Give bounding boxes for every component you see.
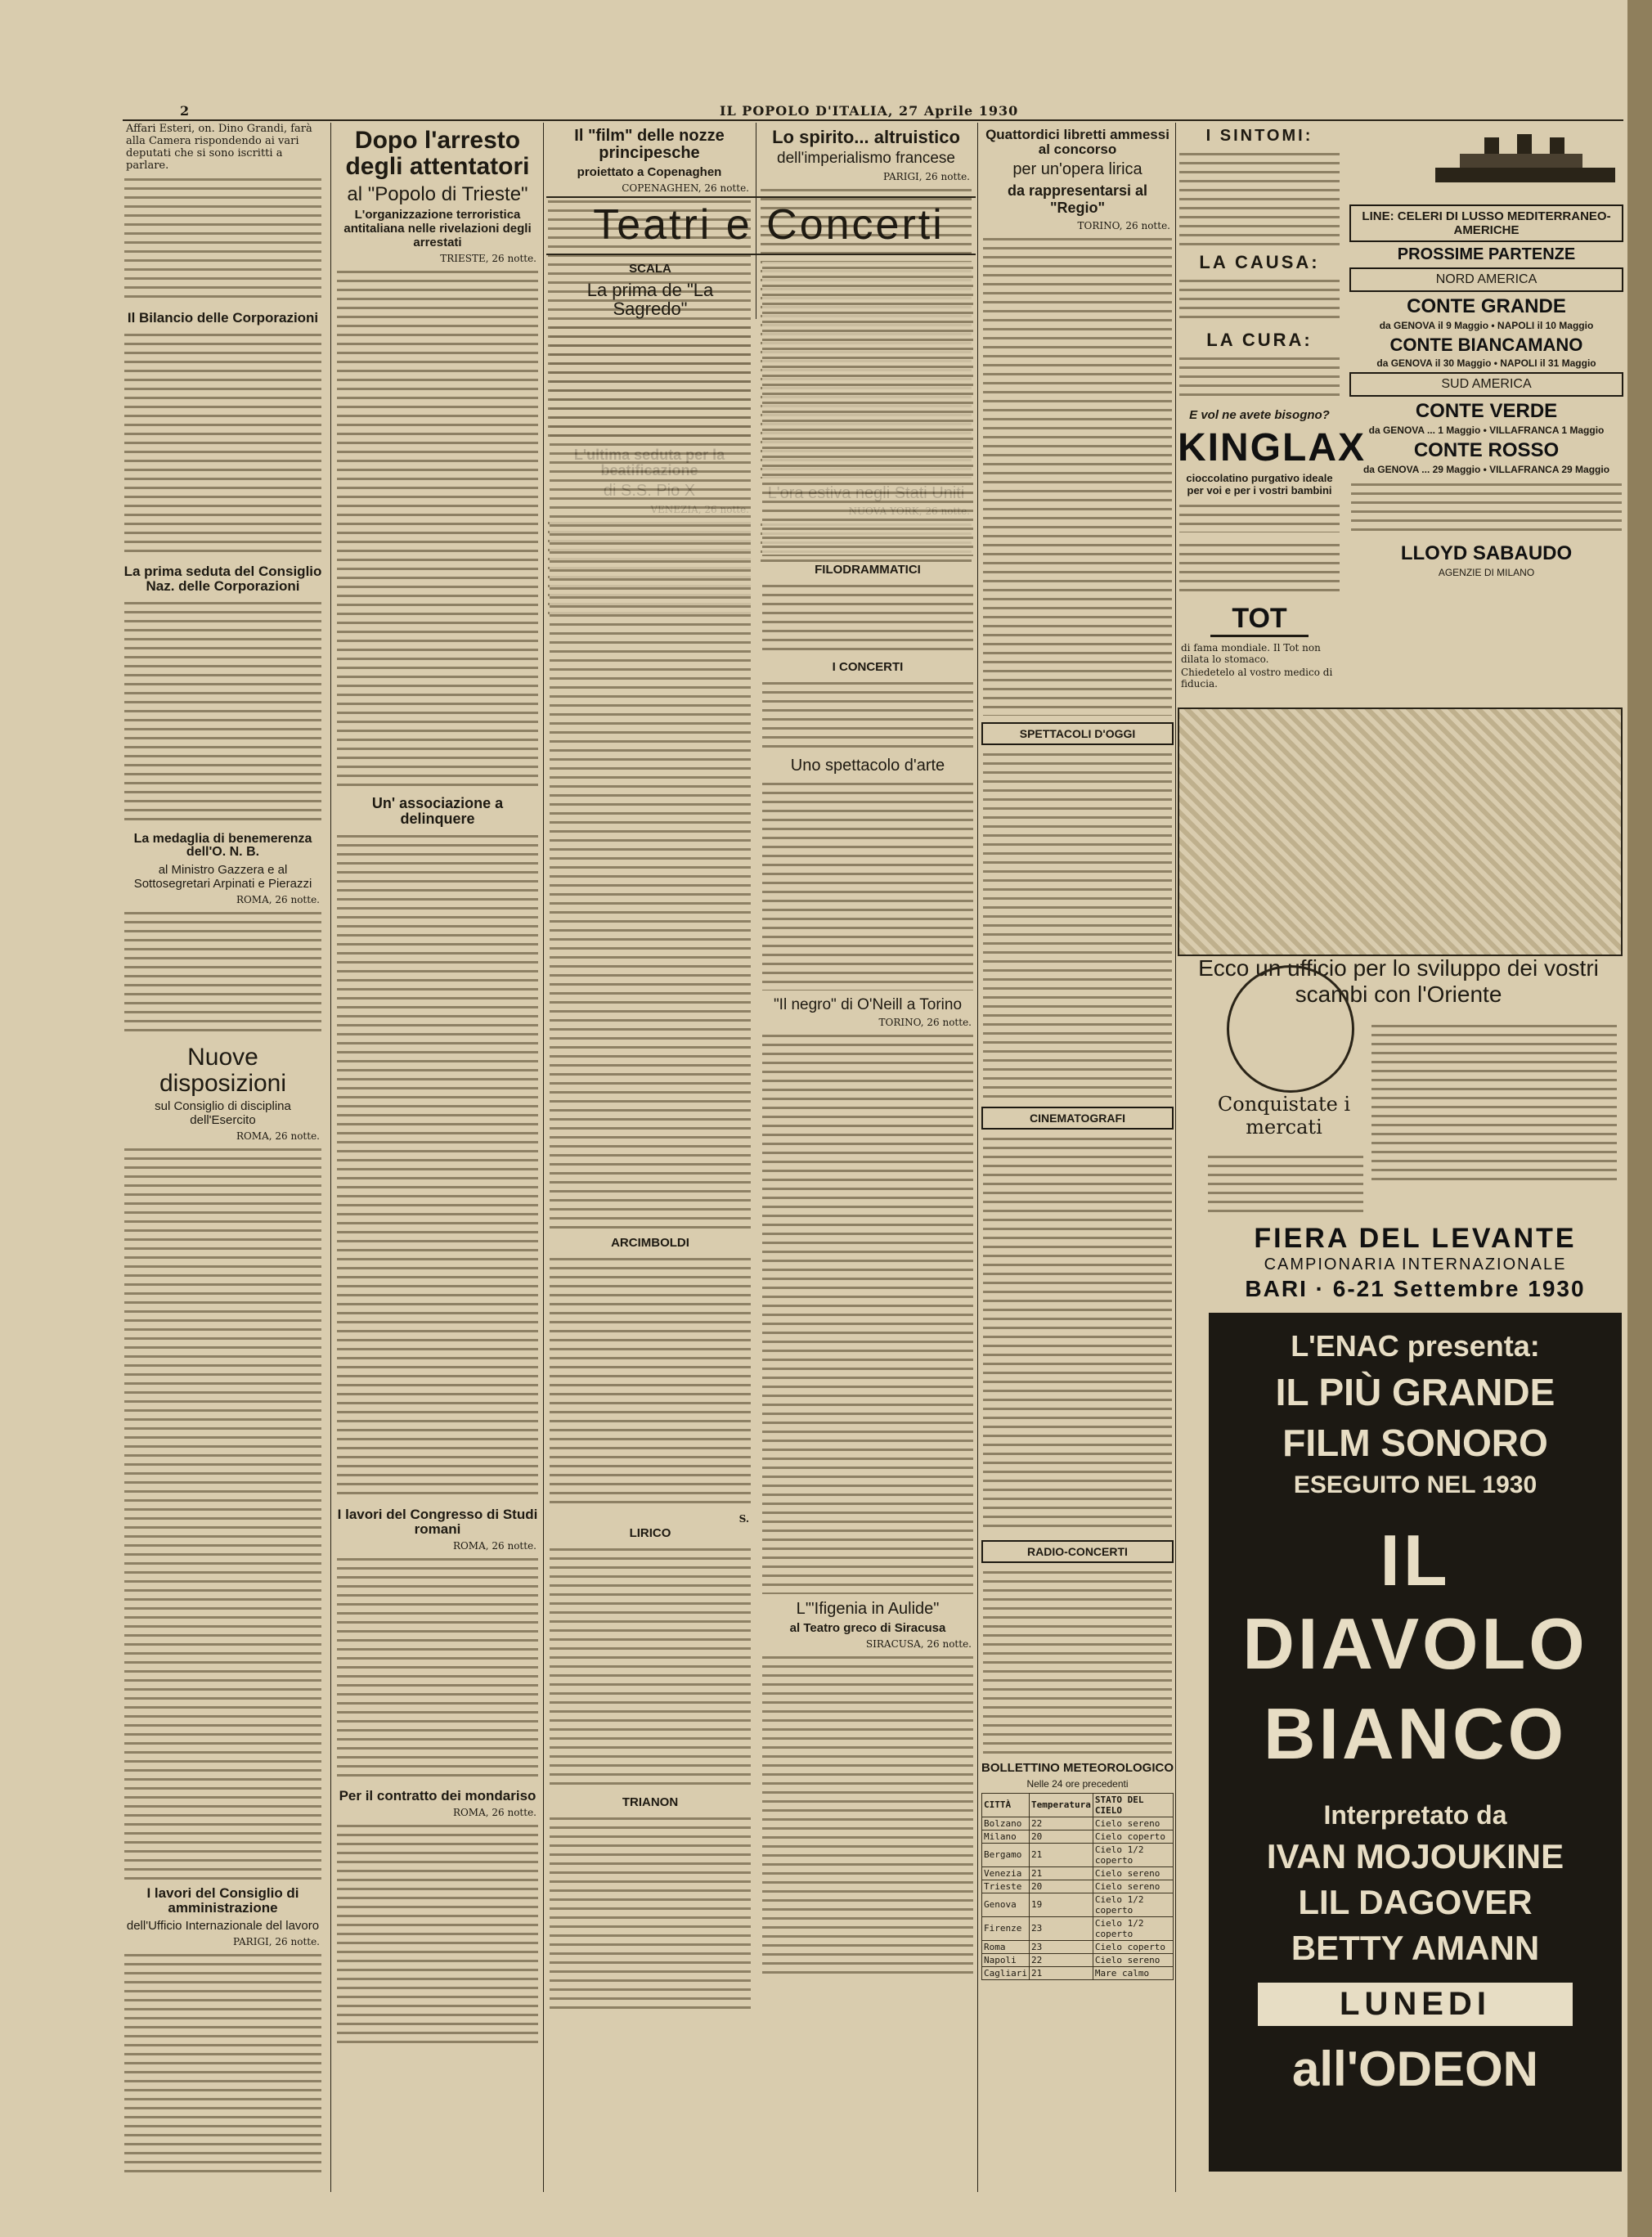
article-subhead: al Ministro Gazzera e al Sottosegretari Arpinati e Pierazzi: [133, 863, 312, 892]
article-subhead: da rappresentarsi al "Regio": [1007, 182, 1148, 216]
ad-heading: PROSSIME PARTENZE: [1397, 245, 1576, 263]
meteo-cell: 22: [1029, 1817, 1093, 1830]
listings-header: CINEMATOGRAFI: [981, 1107, 1174, 1130]
body-text: [337, 1553, 538, 1782]
dateline: COPENAGHEN, 26 notte.: [622, 182, 749, 194]
body-text: [762, 677, 973, 751]
column-2: [335, 123, 540, 2184]
levante-map-illustration: [1178, 707, 1623, 956]
body-text: [337, 266, 538, 789]
film-venue: all'ODEON: [1292, 2042, 1538, 2096]
film-actor: BETTY AMANN: [1291, 1929, 1540, 1967]
meteo-title: BOLLETTINO METEOROLOGICO: [981, 1760, 1174, 1775]
body-text: [124, 1949, 321, 2178]
masthead-title: IL POPOLO D'ITALIA, 27 Aprile 1930: [720, 103, 1019, 119]
ad-text: [1351, 478, 1622, 536]
article-subhead: al Teatro greco di Siracusa: [789, 1620, 946, 1635]
article-headline: "Il negro" di O'Neill a Torino: [773, 996, 963, 1013]
dateline: PARIGI, 26 notte.: [233, 1935, 320, 1947]
article-subhead: proiettato a Copenaghen: [577, 165, 722, 179]
body-text: [550, 1813, 751, 2009]
table-row: [982, 1966, 1174, 1979]
ad-note: di fama mondiale. Il Tot non dilata lo stomaco.: [1181, 642, 1321, 666]
film-title: IL DIAVOLO: [1242, 1520, 1588, 1684]
body-text: [124, 907, 321, 1038]
column-divider: [330, 123, 331, 2192]
theatre-name: ARCIMBOLDI: [611, 1236, 689, 1251]
ship-name: CONTE BIANCAMANO: [1389, 335, 1583, 355]
body-text: [983, 233, 1172, 716]
ad-text: [1179, 148, 1340, 246]
article-headline: Il "film" delle nozze principesche: [574, 127, 725, 162]
ad-text: [1208, 1151, 1363, 1216]
theatre-name: LIRICO: [629, 1526, 671, 1541]
meteo-cell: 21: [1029, 1866, 1093, 1880]
meteo-cell: 23: [1029, 1940, 1093, 1953]
table-row: [982, 1953, 1174, 1966]
route-label: SUD AMERICA: [1349, 372, 1623, 397]
signoff: S.: [738, 1513, 749, 1525]
fiera-subtitle: CAMPIONARIA INTERNAZIONALE: [1264, 1256, 1567, 1273]
table-row: [982, 1866, 1174, 1880]
meteo-cell: Roma: [982, 1940, 1030, 1953]
ship-name: CONTE ROSSO: [1413, 439, 1560, 461]
compass-illustration: [1227, 965, 1354, 1093]
table-row: [982, 1940, 1174, 1953]
listings-text: [983, 1566, 1172, 1754]
meteo-cell: Bergamo: [982, 1843, 1030, 1866]
dateline: TORINO, 26 notte.: [1077, 219, 1170, 231]
fiera-title: FIERA DEL LEVANTE: [1254, 1223, 1577, 1254]
ad-heading: I SINTOMI:: [1205, 127, 1313, 145]
running-header: [180, 103, 1358, 119]
meteo-header: STATO DEL CIELO: [1093, 1793, 1173, 1817]
ad-text: [1179, 353, 1340, 402]
meteo-cell: Napoli: [982, 1953, 1030, 1966]
listings-text: [983, 1133, 1172, 1534]
ad-text: [1179, 275, 1340, 324]
film-actor: IVAN MOJOUKINE: [1266, 1837, 1564, 1875]
kinglax-logo: KINGLAX: [1178, 426, 1366, 470]
article-headline-2: al "Popolo di Trieste": [347, 183, 528, 205]
body-text: [762, 580, 973, 654]
body-text: [762, 778, 973, 990]
ship-date: da GENOVA ... 29 Maggio • VILLAFRANCA 29 Maggio: [1362, 464, 1610, 475]
ship-name: CONTE VERDE: [1415, 400, 1558, 422]
meteo-cell: Cielo 1/2 coperto: [1093, 1893, 1173, 1916]
article-headline: Per il contratto dei mondariso: [339, 1787, 536, 1804]
ad-heading: LA CAUSA:: [1199, 252, 1320, 272]
table-row: [982, 1893, 1174, 1916]
table-row: [982, 1916, 1174, 1940]
meteo-cell: Milano: [982, 1830, 1030, 1843]
ad-heading: LA CURA:: [1206, 330, 1313, 351]
dateline: ROMA, 26 notte.: [452, 1806, 536, 1818]
body-text: [124, 329, 321, 558]
tot-logo: TOT: [1210, 603, 1309, 637]
meteo-cell: 22: [1029, 1953, 1093, 1966]
shipping-ad: [1349, 123, 1623, 582]
column-divider: [543, 123, 544, 2192]
fiera-date: BARI · 6-21 Settembre 1930: [1245, 1276, 1586, 1301]
ship-date: da GENOVA il 9 Maggio • NAPOLI il 10 Maggio: [1379, 320, 1594, 331]
body-text: [762, 262, 973, 556]
meteo-cell: 20: [1029, 1880, 1093, 1893]
column-5: [981, 123, 1174, 2184]
body-text: [124, 597, 321, 826]
meteo-table: [981, 1793, 1174, 1980]
body-text: [550, 1253, 751, 1507]
article-headline: Il Bilancio delle Corporazioni: [127, 310, 319, 326]
ship-line: LINE: CELERI DI LUSSO MEDITERRANEO-AMERICHE: [1349, 204, 1623, 242]
film-actor: LIL DAGOVER: [1298, 1883, 1533, 1921]
theatre-name: TRIANON: [622, 1795, 679, 1810]
theatre-name: I CONCERTI: [832, 660, 904, 674]
meteo-cell: Cielo sereno: [1093, 1866, 1173, 1880]
film-tagline: IL PIÙ GRANDE: [1275, 1371, 1555, 1413]
article-headline: Lo spirito... altruistico: [772, 127, 960, 147]
film-interp-label: Interpretato da: [1323, 1800, 1507, 1830]
dateline: ROMA, 26 notte.: [236, 1130, 320, 1143]
film-tagline: FILM SONORO: [1282, 1422, 1548, 1464]
ad-text: [1179, 500, 1340, 532]
article-headline: Dopo l'arresto degli attentatori: [345, 127, 530, 180]
meteo-cell: Bolzano: [982, 1817, 1030, 1830]
theatre-name: FILODRAMMATICI: [815, 563, 921, 577]
dateline: PARIGI, 26 notte.: [883, 171, 970, 183]
meteo-cell: Cielo sereno: [1093, 1817, 1173, 1830]
table-row: [982, 1880, 1174, 1893]
company-name: LLOYD SABAUDO: [1400, 542, 1573, 564]
body-text: [762, 1030, 973, 1594]
film-tagline: ESEGUITO NEL 1930: [1293, 1471, 1538, 1498]
dateline: ROMA, 26 notte.: [236, 894, 320, 906]
meteo-cell: Venezia: [982, 1866, 1030, 1880]
page-edge: [1627, 0, 1652, 2237]
meteo-cell: 21: [1029, 1966, 1093, 1979]
ad-tagline: E vol ne avete bisogno?: [1189, 408, 1330, 423]
meteo-cell: Mare calmo: [1093, 1966, 1173, 1979]
meteo-subtitle: Nelle 24 ore precedenti: [1026, 1777, 1129, 1790]
film-presenter: L'ENAC presenta:: [1291, 1329, 1540, 1363]
listings-text: [983, 748, 1172, 1100]
meteo-cell: Cielo sereno: [1093, 1953, 1173, 1966]
column-divider: [977, 123, 978, 2192]
teatri-left-column: [548, 260, 752, 2190]
article-headline: La prima seduta del Consiglio Naz. delle Corporazioni: [123, 563, 322, 594]
ship-name: CONTE GRANDE: [1407, 295, 1566, 317]
article-subhead: sul Consiglio di disciplina dell'Esercito: [155, 1099, 291, 1128]
body-text: [124, 173, 321, 304]
meteo-cell: 20: [1029, 1830, 1093, 1843]
table-row: [982, 1843, 1174, 1866]
dateline: SIRACUSA, 26 notte.: [865, 1637, 972, 1650]
table-row: [982, 1817, 1174, 1830]
body-text: [337, 1820, 538, 2049]
article-subhead: L'organizzazione terroristica antitaliana nelle rivelazioni degli arrestati: [343, 208, 532, 250]
kinglax-ad: [1178, 123, 1366, 695]
ad-text: [1179, 539, 1340, 596]
meteo-cell: Cagliari: [982, 1966, 1030, 1979]
meteo-cell: Cielo coperto: [1093, 1940, 1173, 1953]
film-title: BIANCO: [1263, 1693, 1568, 1774]
article-headline: I lavori del Consiglio di amministrazione: [146, 1885, 299, 1916]
meteo-cell: Cielo 1/2 coperto: [1093, 1843, 1173, 1866]
ship-icon: [1427, 123, 1623, 196]
article-subhead: per un'opera lirica: [1012, 159, 1142, 178]
conquistate-heading: Conquistate i mercati: [1217, 1093, 1351, 1139]
article-headline: Quattordici libretti ammessi al concorso: [985, 127, 1169, 157]
section-banner: Teatri e Concerti: [593, 201, 945, 249]
meteo-cell: 23: [1029, 1916, 1093, 1940]
dateline: ROMA, 26 notte.: [452, 1539, 536, 1552]
article-headline: Uno spettacolo d'arte: [790, 757, 945, 775]
film-day: LUNEDI: [1258, 1983, 1573, 2026]
ship-date: da GENOVA il 30 Maggio • NAPOLI il 31 Maggio: [1376, 357, 1596, 369]
body-text: [550, 321, 751, 1229]
meteo-header: Temperatura: [1029, 1793, 1093, 1817]
table-row: [982, 1830, 1174, 1843]
meteo-cell: Cielo coperto: [1093, 1830, 1173, 1843]
meteo-cell: Genova: [982, 1893, 1030, 1916]
listings-header: SPETTACOLI D'OGGI: [981, 722, 1174, 745]
teatri-right-column: [761, 260, 975, 2190]
dateline: TORINO, 26 notte.: [878, 1016, 972, 1028]
column-divider: [1175, 123, 1176, 2192]
article-headline: La medaglia di benemerenza dell'O. N. B.: [133, 831, 312, 860]
lead-paragraph: Affari Esteri, on. Dino Grandi, farà alla Camera rispondendo ai vari deputati che si sono iscritti a parlare.: [126, 123, 312, 172]
body-text: [550, 1543, 751, 1789]
theatre-name: SCALA: [629, 262, 671, 276]
body-text: [124, 1143, 321, 1880]
body-text: [762, 1651, 973, 1979]
article-subhead: dell'Ufficio Internazionale del lavoro: [126, 1918, 320, 1933]
page-number: 2: [180, 103, 191, 119]
section-rule: [546, 254, 976, 255]
meteo-cell: Trieste: [982, 1880, 1030, 1893]
column-1: [123, 123, 323, 2184]
meteo-cell: Cielo sereno: [1093, 1880, 1173, 1893]
meteo-header: CITTÀ: [982, 1793, 1030, 1817]
article-headline: Un' associazione a delinquere: [371, 795, 504, 828]
meteo-cell: 19: [1029, 1893, 1093, 1916]
ad-subline: cioccolatino purgativo ideale per voi e per i vostri bambini: [1186, 472, 1333, 497]
article-headline: L'"Ifigenia in Aulide": [796, 1599, 940, 1618]
section-rule: [546, 196, 976, 198]
article-headline: La prima de "La Sagredo": [586, 280, 714, 320]
dateline: TRIESTE, 26 notte.: [440, 253, 536, 265]
oriente-headline: Ecco un ufficio per lo sviluppo dei vostri scambi con l'Oriente: [1198, 955, 1599, 1008]
film-ad: [1209, 1313, 1622, 2172]
company-sub: AGENZIE DI MILANO: [1438, 567, 1535, 578]
listings-header: RADIO-CONCERTI: [981, 1540, 1174, 1563]
article-subhead: dell'imperialismo francese: [777, 150, 955, 168]
header-rule: [123, 119, 1623, 121]
meteo-cell: Cielo 1/2 coperto: [1093, 1916, 1173, 1940]
ship-date: da GENOVA ... 1 Maggio • VILLAFRANCA 1 Maggio: [1368, 424, 1605, 436]
meteo-cell: 21: [1029, 1843, 1093, 1866]
article-headline: Nuove disposizioni: [159, 1044, 287, 1097]
route-label: NORD AMERICA: [1349, 267, 1623, 292]
body-text: [337, 830, 538, 1501]
ad-text: [1371, 1020, 1617, 1184]
ad-note: Chiedetelo al vostro medico di fiducia.: [1181, 667, 1333, 690]
meteo-cell: Firenze: [982, 1916, 1030, 1940]
article-headline: I lavori del Congresso di Studi romani: [337, 1506, 538, 1537]
